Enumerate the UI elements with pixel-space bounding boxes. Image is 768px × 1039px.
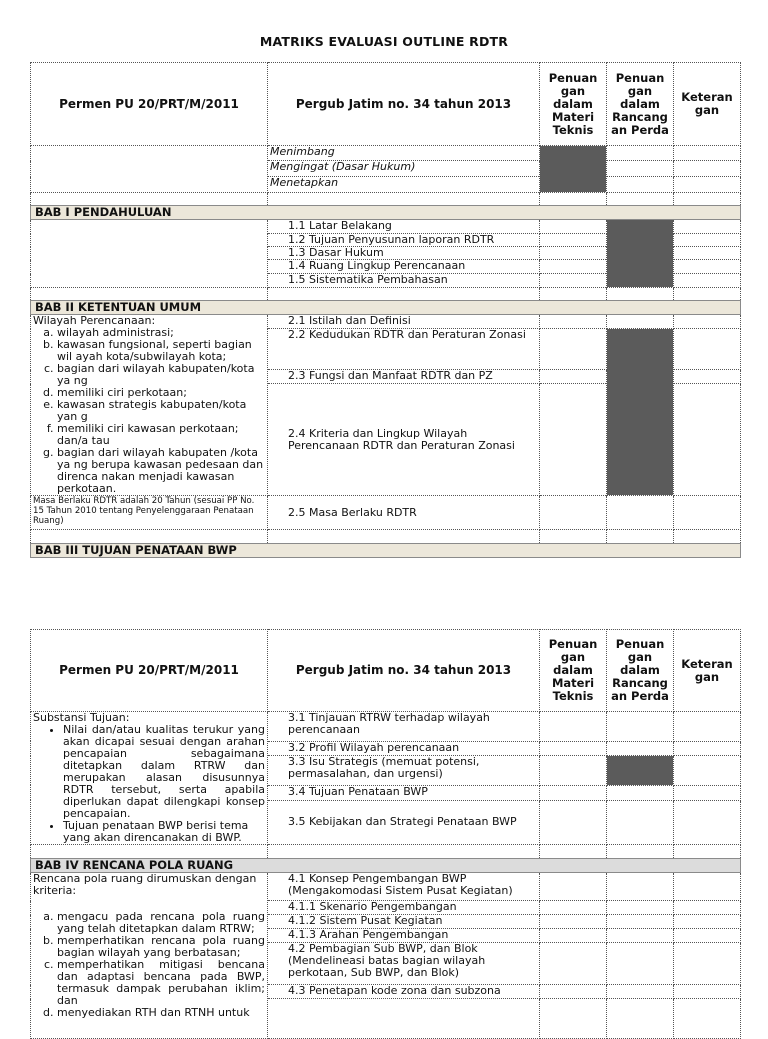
wilayah-perencanaan-text: Wilayah Perencanaan: a. wilayah administrasi; b. kawasan fungsional, seperti bagian wil ayah kota/subwilayah kota; c. bagian dari wilayah kabupaten/kota ya ng d. memiliki ciri perkotaan; e. kawasan strategis kabupaten/kota yan g f. memiliki ciri kawasan perkotaan; dan/a tau g. bagian dari wilayah kabupaten /kota ya ng berupa kawasan pedesaan dan direnca nakan menjadi kawasan perkotaan. (31, 315, 268, 496)
section-title: BAB III TUJUAN PENATAAN BWP (31, 544, 741, 558)
section-row-bab-1 (31, 206, 741, 220)
kriteria-list (33, 911, 265, 1019)
section-title: BAB I PENDAHULUAN (31, 206, 741, 220)
list-item: e. kawasan strategis kabupaten/kota yan g (57, 399, 265, 423)
shaded-cell (607, 329, 674, 496)
pergub-item: 4.1.2 Sistem Pusat Kegiatan (268, 915, 540, 929)
table-row (31, 845, 741, 859)
pergub-item: Mengingat (Dasar Hukum) (268, 161, 540, 177)
pergub-item: 1.3 Dasar Hukum (268, 247, 540, 260)
pergub-item: 4.3 Penetapan kode zona dan subzona (268, 985, 540, 999)
list-item: a. mengacu pada rencana pola ruang yang telah ditetapkan dalam RTRW; (57, 911, 265, 935)
header-materi-teknis: Penuan gan dalam Materi Teknis (540, 63, 607, 146)
list-item: f. memiliki ciri kawasan perkotaan; dan/a tau (57, 423, 265, 447)
pergub-item: 4.2 Pembagian Sub BWP, dan Blok (Mendelineasi batas bagian wilayah perkotaan, Sub BWP, dan Blok) (268, 943, 540, 985)
header-rancangan-perda: Penuan gan dalam Rancang an Perda (607, 630, 674, 712)
pergub-item: 3.5 Kebijakan dan Strategi Penataan BWP (268, 800, 540, 844)
page-title: MATRIKS EVALUASI OUTLINE RDTR (259, 34, 509, 49)
header-rancangan-perda: Penuan gan dalam Rancang an Perda (607, 63, 674, 146)
header-keterangan: Keteran gan (674, 63, 741, 146)
pergub-item: 1.4 Ruang Lingkup Perencanaan (268, 260, 540, 274)
pergub-item: 1.1 Latar Belakang (268, 220, 540, 234)
list-item: c. bagian dari wilayah kabupaten/kota ya ng (57, 363, 265, 387)
permen-cell (31, 146, 268, 193)
section-title: BAB IV RENCANA POLA RUANG (31, 859, 741, 873)
pergub-item: 2.3 Fungsi dan Manfaat RDTR dan PZ (268, 370, 540, 384)
shaded-cell (607, 220, 674, 288)
pergub-item: 4.1 Konsep Pengembangan BWP (Mengakomodasi Sistem Pusat Kegiatan) (268, 873, 540, 901)
shaded-cell (540, 146, 607, 193)
list-item: • Nilai dan/atau kualitas terukur yang akan dicapai sesuai dengan arahan pencapaian sebagaimana ditetapkan dalam RTRW dan merupakan alasan disusunnya RDTR tersebut, serta apabila diperlukan dapat dilengkapi konsep pencapaian. (63, 724, 265, 820)
pergub-item: 3.1 Tinjauan RTRW terhadap wilayah perencanaan (268, 712, 540, 742)
table-header-row (31, 630, 741, 712)
section-row-bab-2 (31, 301, 741, 315)
table-row (31, 315, 741, 329)
pergub-item: 3.2 Profil Wilayah perencanaan (268, 741, 540, 756)
pergub-item: 2.1 Istilah dan Definisi (268, 315, 540, 329)
table-row (31, 288, 741, 301)
pergub-item: Menetapkan (268, 177, 540, 193)
pergub-item: 4.1.1 Skenario Pengembangan (268, 901, 540, 915)
list-item: b. memperhatikan rencana pola ruang bagian wilayah yang berbatasan; (57, 935, 265, 959)
header-materi-teknis: Penuan gan dalam Materi Teknis (540, 630, 607, 712)
list-item: c. memperhatikan mitigasi bencana dan adaptasi bencana pada BWP, termasuk dampak perubahan iklim; dan (57, 959, 265, 1007)
substansi-tujuan-text: Substansi Tujuan: • Nilai dan/atau kualitas terukur yang akan dicapai sesuai dengan arahan pencapaian sebagaimana ditetapkan dalam RTRW dan merupakan alasan disusunnya RDTR tersebut, serta apabila diperlukan dapat dilengkapi konsep pencapaian. • Tujuan penataan BWP berisi tema yang akan direncanakan di BWP. (31, 712, 268, 845)
pergub-item: 1.5 Sistematika Pembahasan (268, 274, 540, 288)
pergub-item: 2.5 Masa Berlaku RDTR (268, 496, 540, 530)
masa-berlaku-text: Masa Berlaku RDTR adalah 20 Tahun (sesuai PP No. 15 Tahun 2010 tentang Penyelenggaraan Penataan Ruang) (31, 496, 268, 530)
rencana-pola-ruang-text: Rencana pola ruang dirumuskan dengan kriteria: a. mengacu pada rencana pola ruang yang telah ditetapkan dalam RTRW; b. memperhatikan rencana pola ruang bagian wilayah yang berbatasan; c. memperhatikan mitigasi bencana dan adaptasi bencana pada BWP, termasuk dampak perubahan iklim; dan d. menyediakan RTH dan RTNH untuk (31, 873, 268, 1039)
list-item: • Tujuan penataan BWP berisi tema yang akan direncanakan di BWP. (63, 820, 265, 844)
pergub-item: 2.4 Kriteria dan Lingkup Wilayah Perencanaan RDTR dan Peraturan Zonasi (268, 384, 540, 496)
pergub-item: 2.2 Kedudukan RDTR dan Peraturan Zonasi (268, 329, 540, 370)
evaluation-table-2 (30, 629, 740, 1039)
section-row-bab-3 (31, 544, 741, 558)
section-title: BAB II KETENTUAN UMUM (31, 301, 741, 315)
wilayah-list (33, 327, 265, 495)
table-row (31, 530, 741, 544)
list-item: a. wilayah administrasi; (57, 327, 265, 339)
list-item: d. memiliki ciri perkotaan; (57, 387, 265, 399)
shaded-cell (607, 756, 674, 786)
table-row (31, 873, 741, 901)
tujuan-list (33, 724, 265, 844)
pergub-item: 3.4 Tujuan Penataan BWP (268, 785, 540, 800)
evaluation-table-1 (30, 62, 740, 558)
table-row (31, 146, 741, 161)
list-item: g. bagian dari wilayah kabupaten /kota ya ng berupa kawasan pedesaan dan direnca nakan menjadi kawasan perkotaan. (57, 447, 265, 495)
table-row (31, 712, 741, 742)
header-permen: Permen PU 20/PRT/M/2011 (31, 630, 268, 712)
table-row (31, 220, 741, 234)
header-permen: Permen PU 20/PRT/M/2011 (31, 63, 268, 146)
table-row (31, 496, 741, 530)
header-keterangan: Keteran gan (674, 630, 741, 712)
list-item: d. menyediakan RTH dan RTNH untuk (57, 1007, 265, 1019)
pergub-item: Menimbang (268, 146, 540, 161)
pergub-item: 4.1.3 Arahan Pengembangan (268, 929, 540, 943)
table-row (31, 193, 741, 206)
list-item: b. kawasan fungsional, seperti bagian wil ayah kota/subwilayah kota; (57, 339, 265, 363)
pergub-item: 3.3 Isu Strategis (memuat potensi, permasalahan, dan urgensi) (268, 756, 540, 786)
section-row-bab-4 (31, 859, 741, 873)
pergub-item: 1.2 Tujuan Penyusunan laporan RDTR (268, 234, 540, 247)
header-pergub: Pergub Jatim no. 34 tahun 2013 (268, 630, 540, 712)
header-pergub: Pergub Jatim no. 34 tahun 2013 (268, 63, 540, 146)
table-header-row (31, 63, 741, 146)
